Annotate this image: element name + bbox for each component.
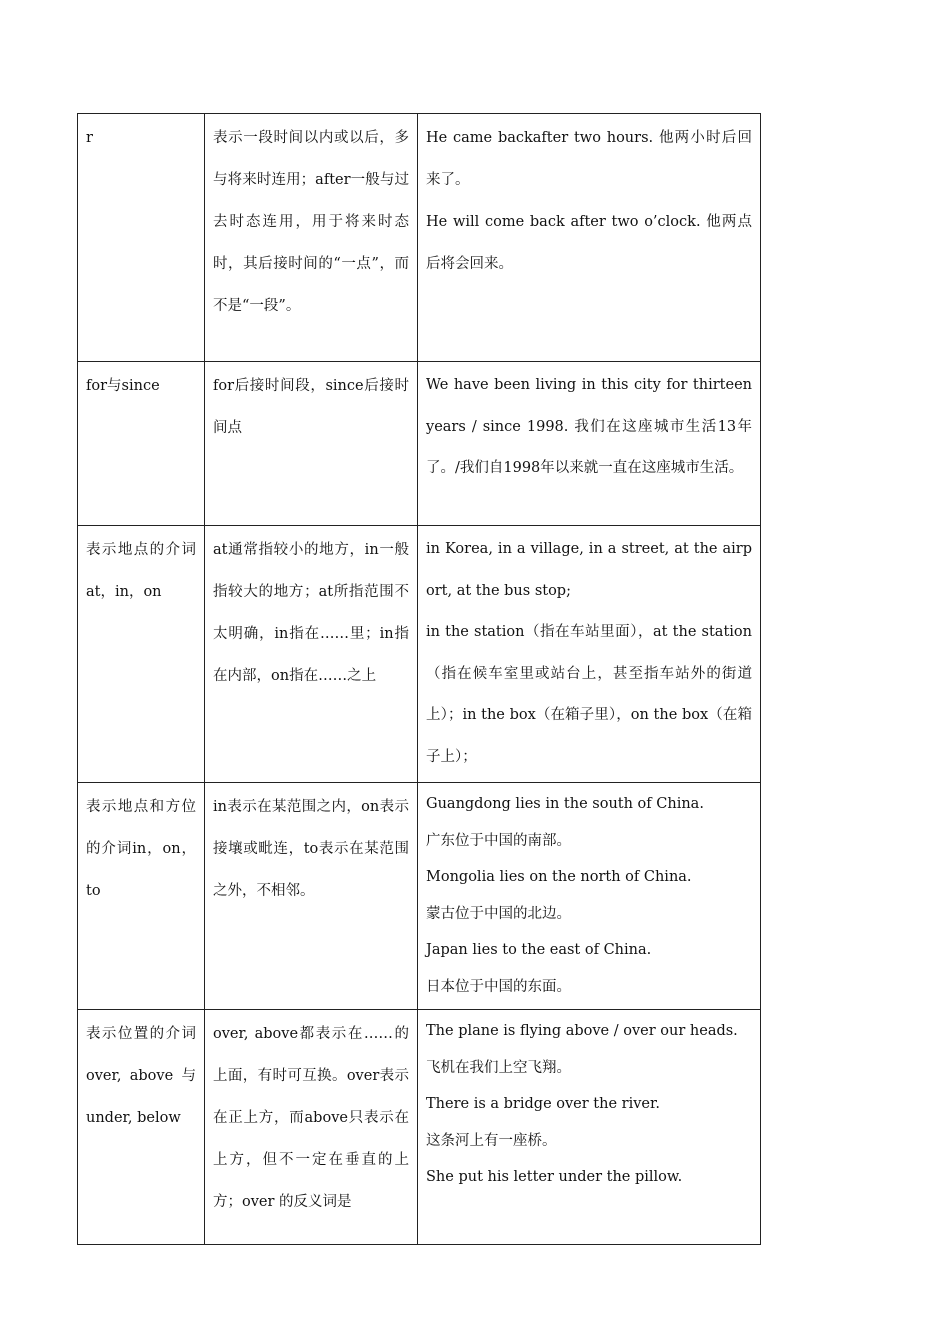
explanation-cell bbox=[205, 526, 418, 783]
explanation-cell bbox=[205, 362, 418, 526]
example-text: 飞机在我们上空飞翔。 bbox=[426, 1059, 571, 1076]
explanation-cell bbox=[205, 1010, 418, 1245]
example-text: 这条河上有一座桥。 bbox=[426, 1132, 557, 1149]
example-text: Mongolia lies on the north of China. bbox=[426, 869, 692, 885]
example-text: in the station（指在车站里面），at the station（指在候车室里或站台上，甚至指车站外的街道上）；in the box（在箱子里），on the box（在箱子上）； bbox=[426, 624, 752, 765]
term-cell bbox=[78, 526, 205, 783]
explanation-cell bbox=[205, 783, 418, 1010]
example-text: He came backafter two hours. 他两小时后回来了。 bbox=[426, 130, 752, 188]
example-text: 蒙古位于中国的北边。 bbox=[426, 905, 571, 922]
example-text: The plane is flying above / over our heads. bbox=[426, 1023, 738, 1039]
table-row bbox=[78, 1010, 761, 1245]
example-text: There is a bridge over the river. bbox=[426, 1096, 660, 1112]
example-cell bbox=[418, 362, 761, 526]
term-cell bbox=[78, 1010, 205, 1245]
table-row bbox=[78, 114, 761, 362]
table-row bbox=[78, 783, 761, 1010]
prepositions-table bbox=[77, 113, 761, 1245]
table-row bbox=[78, 526, 761, 783]
term-cell bbox=[78, 114, 205, 362]
explanation-text: over, above都表示在……的上面，有时可互换。over表示在正上方，而above只表示在上方，但不一定在垂直的上方；over 的反义词是 bbox=[213, 1026, 409, 1210]
example-cell bbox=[418, 783, 761, 1010]
term-text: 表示地点的介词at，in，on bbox=[86, 542, 196, 600]
explanation-text: 表示一段时间以内或以后，多与将来时连用；after一般与过去时态连用，用于将来时态时，其后接时间的“一点”，而不是“一段”。 bbox=[213, 130, 409, 314]
explanation-text: for后接时间段，since后接时间点 bbox=[213, 378, 409, 436]
example-cell bbox=[418, 526, 761, 783]
example-text: She put his letter under the pillow. bbox=[426, 1169, 683, 1185]
term-cell bbox=[78, 783, 205, 1010]
example-text: 广东位于中国的南部。 bbox=[426, 832, 571, 849]
explanation-text: at通常指较小的地方，in一般指较大的地方；at所指范围不太明确，in指在……里；in指在内部，on指在……之上 bbox=[213, 542, 409, 684]
table-row bbox=[78, 362, 761, 526]
explanation-cell bbox=[205, 114, 418, 362]
term-text: r bbox=[86, 130, 93, 146]
term-text: 表示位置的介词 over, above 与 under, below bbox=[86, 1026, 196, 1126]
example-cell bbox=[418, 114, 761, 362]
explanation-text: in表示在某范围之内，on表示接壤或毗连，to表示在某范围之外，不相邻。 bbox=[213, 799, 409, 899]
example-cell bbox=[418, 1010, 761, 1245]
example-text: We have been living in this city for thirteen years / since 1998. 我们在这座城市生活13年了。/我们自1998年以来就一直在这座城市生活。 bbox=[426, 377, 752, 476]
term-text: 表示地点和方位的介词in，on，to bbox=[86, 799, 196, 899]
example-text: Guangdong lies in the south of China. bbox=[426, 796, 704, 812]
term-text: for与since bbox=[86, 378, 160, 394]
example-text: Japan lies to the east of China. bbox=[426, 942, 652, 958]
example-text: 日本位于中国的东面。 bbox=[426, 978, 571, 995]
example-text: He will come back after two o’clock. 他两点后将会回来。 bbox=[426, 214, 752, 272]
term-cell bbox=[78, 362, 205, 526]
example-text: in Korea, in a village, in a street, at the airport, at the bus stop; bbox=[426, 541, 752, 599]
